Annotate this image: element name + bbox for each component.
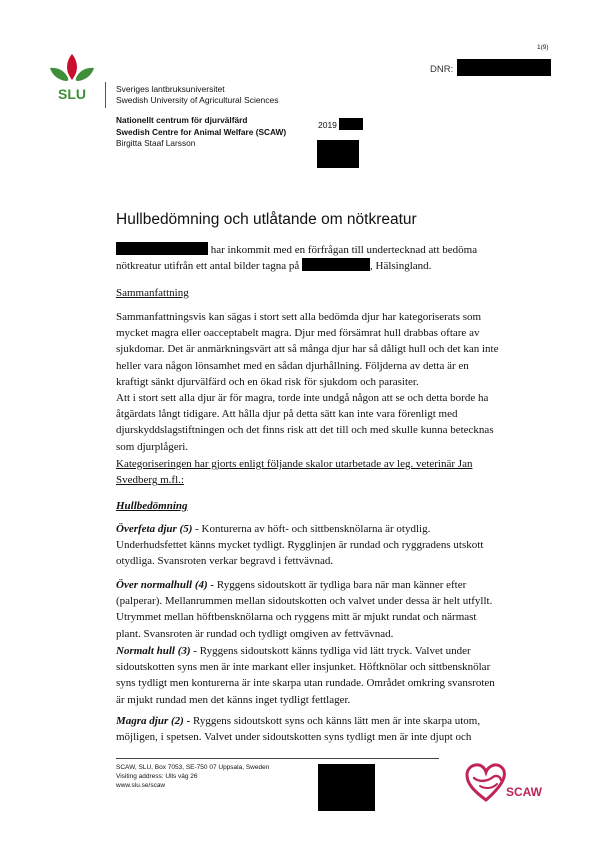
summary-heading: Sammanfattning [116,287,189,299]
redaction-location [302,258,370,271]
date-prefix: 2019 [318,120,337,130]
scale-item-5 [116,521,501,570]
centre-block [116,115,286,150]
footer-address [116,764,269,790]
intro-text-2: nötkreatur utifrån ett antal bilder tagna på [116,260,300,273]
scale-description: Ryggens sidoutskott syns och känns lätt men är inte skarpa utom, möjligen, i spetsen. Valvet under sidoutskotten syns tydligt men är inte djupt och [116,715,481,744]
scale-term: Över normalhull (4) - [116,579,215,591]
slu-logo-icon [44,50,100,106]
university-name-sv: Sveriges lantbruksuniversitet [116,84,225,94]
intro-text-1: har inkommit med en förfrågan till undertecknad att bedöma [210,244,478,256]
summary-paragraph-2: Att i stort sett alla djur är för magra, torde inte undgå någon att se och detta borde ha åtgärdats långt tidigare. Att hålla djur på detta sätt kan inte vara förenligt med djurskyddslagstiftningen och det finns risk att det till och med skulle kunna betecknas som djurplågeri. [116,392,494,453]
dnr-label: DNR: [430,64,454,75]
scaw-logo-icon [464,760,564,806]
redaction-dnr [457,59,551,76]
slu-logo-text: SLU [58,86,86,102]
scale-item-2 [116,713,501,745]
scale-heading: Hullbedömning [116,500,188,512]
centre-name-en: Swedish Centre for Animal Welfare (SCAW) [116,126,287,137]
document-title: Hullbedömning och utlåtande om nötkreatur [116,211,417,228]
scale-term: Överfeta djur (5) - [116,523,199,535]
scale-term: Magra djur (2) - [116,715,191,727]
scale-description: Ryggens sidoutskott känns tydliga vid lätt tryck. Valvet under sidoutskotten syns men är inte markant eller insjunket. Höftknölar och sittbensknölar syns tydligt men konturerna är inte skarpa utan rundade. Området omkring svansroten är mjukt rundad men det känns inget tydligt fettlager. [116,645,495,706]
redaction-date [339,118,363,130]
summary-paragraph-1: Sammanfattningsvis kan sägas i stort sett alla bedömda djur har kategoriserats som mycket magra eller oacceptabelt magra. Djur med försämrat hull drabbas oftare av sjukdomar. Det är anmärkningsvärt att så många djur har så dåligt hull och det kan inte heller vara någon lönsamhet med en sådan djurhållning. Följderna av detta är en kraftigt sänkt djurvälfärd och en ökad risk för sjukdom och parasiter. [116,311,499,388]
scale-description: Ryggens sidoutskott är tydliga bara när man känner efter (palperar). Mellanrummen mellan sidoutskotten och valvet under dessa är helt utfyllt. Utrymmet mellan höftbensknölarna och ryggens mitt är mjukt rundat och närmast plant. Svansroten är rundad och tydligt omgiven av fettvävnad. [116,579,493,640]
scale-item-3 [116,643,501,708]
intro-paragraph [116,242,501,274]
redaction-address [317,140,359,168]
scaw-logo [464,760,564,806]
logo-divider [105,82,106,108]
redaction-contact [318,764,375,811]
university-name-en: Swedish University of Agricultural Sciences [116,94,279,105]
redaction-requester [116,242,208,255]
footer-line-2: Visiting address: Ulls väg 26 [116,772,198,780]
university-name [116,84,279,105]
categorization-note: Kategoriseringen har gjorts enligt följande skalor utarbetade av leg. veterinär Jan Svedberg m.fl.: [116,458,473,487]
scale-description: Konturerna av höft- och sittbensknölarna är otydlig. Underhudsfettet känns mycket tydligt. Rygglinjen är rundad och ryggradens utskott otydliga. Svansroten verkar begravd i fettvävnad. [116,523,484,568]
slu-logo [44,50,100,106]
intro-text-3: , Hälsingland. [370,260,432,273]
scaw-logo-text: SCAW [506,785,542,799]
footer-rule [116,758,439,759]
scale-item-4 [116,577,501,642]
footer-line-1: SCAW, SLU, Box 7053, SE-750 07 Uppsala, Sweden [116,764,270,771]
footer-line-3: www.slu.se/scaw [116,781,166,789]
date-field [318,118,363,130]
centre-name-sv: Nationellt centrum för djurvälfärd [116,115,248,125]
author-name: Birgitta Staaf Larsson [116,138,196,148]
page-number: 1(9) [537,44,549,51]
scale-term: Normalt hull (3) - [116,645,197,657]
